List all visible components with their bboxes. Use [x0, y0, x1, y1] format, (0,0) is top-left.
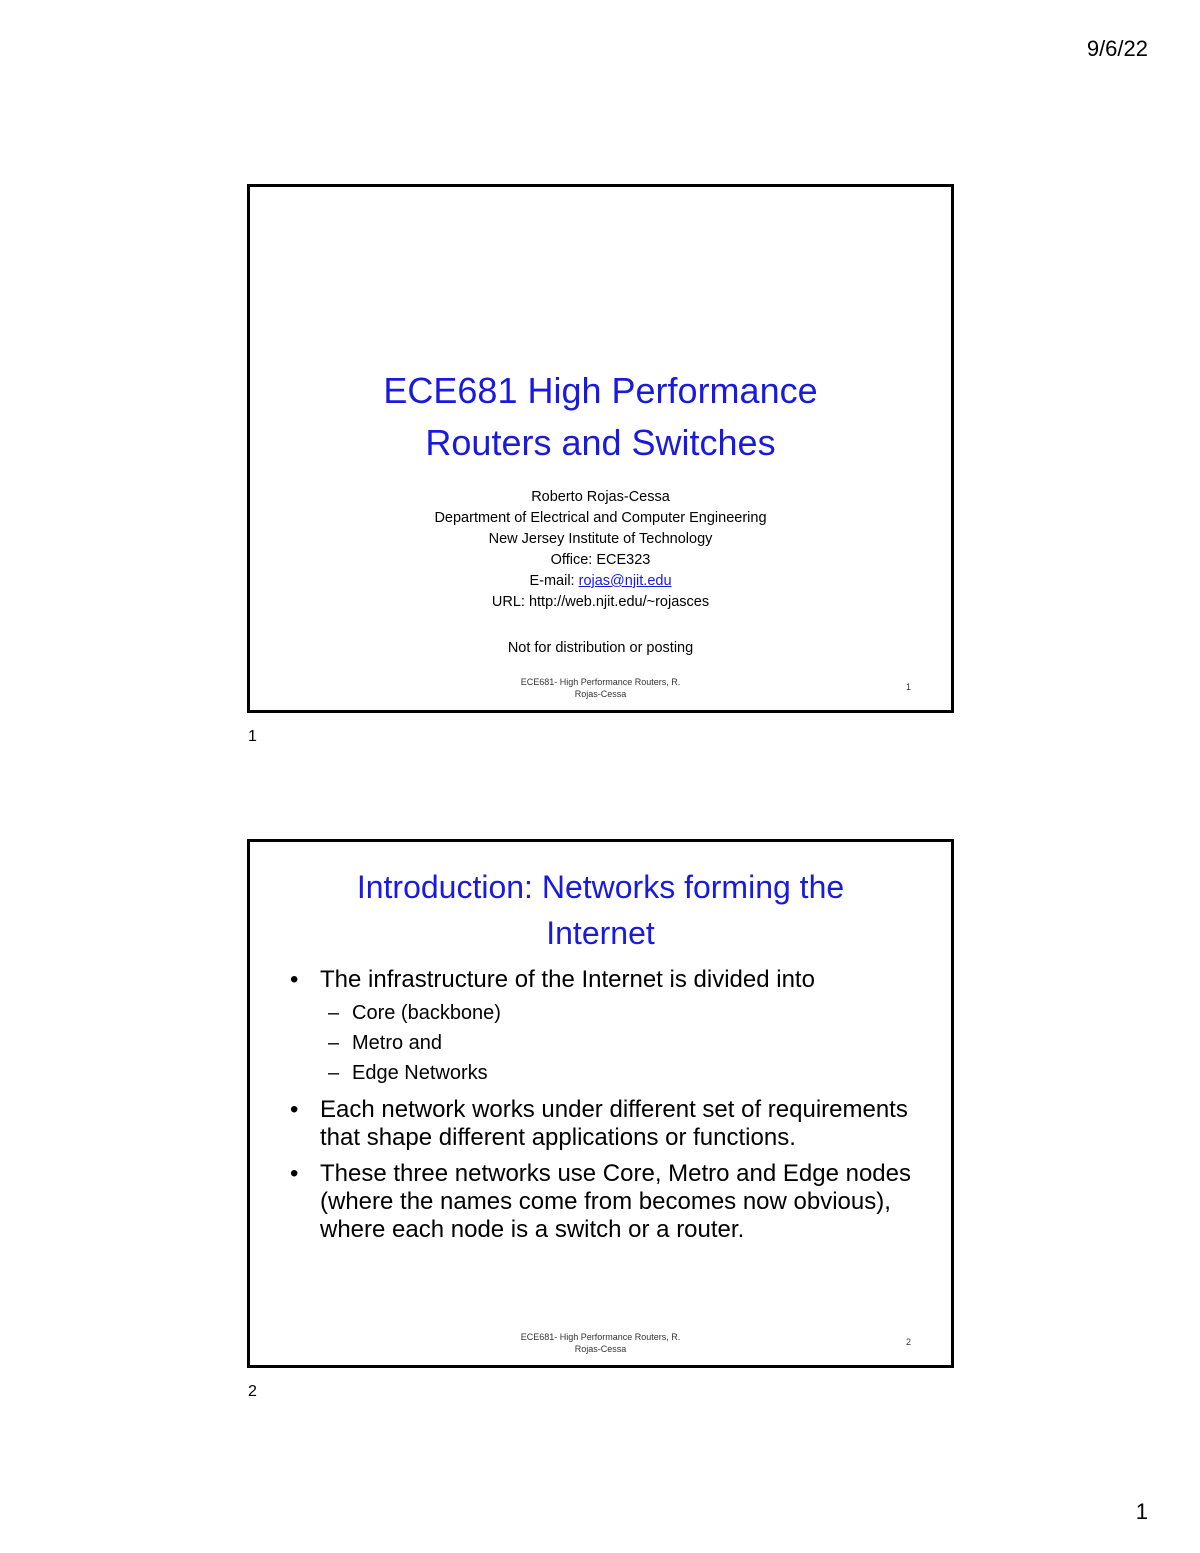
- author-block: [250, 487, 951, 613]
- slide-1-footer: [250, 676, 951, 700]
- slide-2-title-line1: Introduction: Networks forming the: [356, 869, 845, 905]
- slide-2-bullet-list: [288, 966, 921, 1252]
- slide-1-title: [250, 365, 951, 469]
- slide-2-footer-page: 2: [905, 1337, 911, 1347]
- slide-1-footer-page: 1: [905, 682, 911, 692]
- slide-2-footer-line2: Rojas-Cessa: [574, 1344, 627, 1354]
- slide-2-title: [250, 864, 951, 956]
- slide-2-footer: [250, 1331, 951, 1355]
- slide-2-footer-line1: ECE681- High Performance Routers, R.: [520, 1332, 681, 1342]
- author-email-line: [250, 571, 951, 592]
- sub-bullet-item: – Edge Networks: [320, 1058, 921, 1088]
- author-department: Department of Electrical and Computer Engineering: [434, 510, 767, 526]
- slide-1: [247, 184, 954, 713]
- slide-1-index: 1: [248, 728, 257, 745]
- slide-1-footer-line2: Rojas-Cessa: [574, 689, 627, 699]
- bullet-item: • These three networks use Core, Metro and Edge nodes (where the names come from becomes now obvious), where each node is a switch or a router.: [288, 1160, 921, 1244]
- slide-1-title-line2: Routers and Switches: [425, 422, 776, 463]
- author-institution: New Jersey Institute of Technology: [488, 531, 713, 547]
- slide-2: [247, 839, 954, 1368]
- distribution-notice: Not for distribution or posting: [507, 640, 694, 656]
- author-office: Office: ECE323: [550, 552, 651, 568]
- slide-2-index: 2: [248, 1383, 257, 1400]
- slide-2-title-line2: Internet: [546, 915, 655, 951]
- page-date: 9/6/22: [1086, 36, 1148, 61]
- slide-1-title-line1: ECE681 High Performance: [383, 370, 818, 411]
- bullet-text: The infrastructure of the Internet is divided into: [320, 966, 815, 993]
- email-link[interactable]: rojas@njit.edu: [578, 573, 672, 589]
- email-label: E-mail:: [529, 573, 579, 589]
- author-url: URL: http://web.njit.edu/~rojasces: [491, 594, 710, 610]
- sub-bullet-item: – Core (backbone): [320, 998, 921, 1028]
- bullet-item: • Each network works under different set of requirements that shape different applications or functions.: [288, 1096, 921, 1152]
- sub-bullet-list: [320, 998, 921, 1088]
- page-number: 1: [1135, 1499, 1148, 1524]
- sub-bullet-item: – Metro and: [320, 1028, 921, 1058]
- author-name: Roberto Rojas-Cessa: [531, 489, 670, 505]
- slide-1-footer-line1: ECE681- High Performance Routers, R.: [520, 677, 681, 687]
- bullet-item: [288, 966, 921, 1088]
